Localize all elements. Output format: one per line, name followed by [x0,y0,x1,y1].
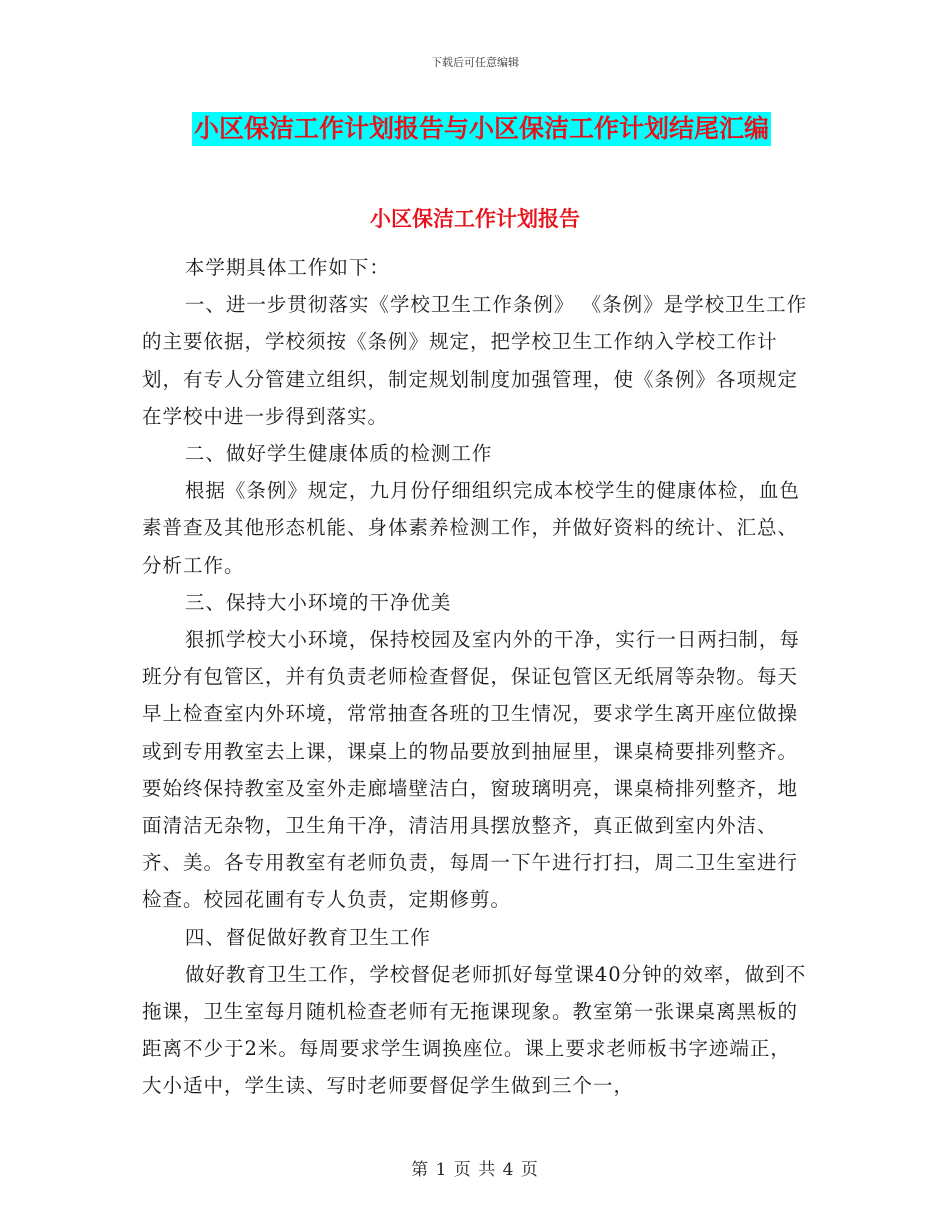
page-footer: 第 1 页 共 4 页 [411,1160,539,1180]
header-note: 下载后可任意编辑 [431,56,519,69]
paragraph-section-4: 做好教育卫生工作，学校督促老师抓好每堂课40分钟的效率，做到不拖课，卫生室每月随机检查老师有无拖课现象。教室第一张课桌离黑板的距离不少于2米。每周要求学生调换座位。课上要求老师板书字迹端正，大小适中，学生读、写时老师要督促学生做到三个一， [142,962,807,1098]
body-text [142,249,808,1105]
paragraph-intro: 本学期具体工作如下： [184,256,390,279]
document-title: 小区保洁工作计划报告与小区保洁工作计划结尾汇编 [192,112,771,146]
paragraph-section-3: 狠抓学校大小环境，保持校园及室内外的干净，实行一日两扫制，每班分有包管区，并有负责老师检查督促，保证包管区无纸屑等杂物。每天早上检查室内外环境，常常抽查各班的卫生情况，要求学生离开座位做操或到专用教室去上课，课桌上的物品要放到抽屉里，课桌椅要排列整齐。要始终保持教室及室外走廊墙壁洁白，窗玻璃明亮，课桌椅排列整齐，地面清洁无杂物，卫生角干净，清洁用具摆放整齐，真正做到室内外洁、齐、美。各专用教室有老师负责，每周一下午进行打扫，周二卫生室进行检查。校园花圃有专人负责，定期修剪。 [142,628,800,912]
paragraph-section-1: 一、进一步贯彻落实《学校卫生工作条例》 《条例》是学校卫生工作的主要依据，学校须按《条例》规定，把学校卫生工作纳入学校工作计划，有专人分管建立组织，制定规划制度加强管理，使《条例》各项规定在学校中进一步得到落实。 [142,293,808,428]
paragraph-section-2: 根据《条例》规定，九月份仔细组织完成本校学生的健康体检，血色素普查及其他形态机能、身体素养检测工作，并做好资料的统计、汇总、分析工作。 [142,479,800,577]
paragraph-heading-4: 四、督促做好教育卫生工作 [184,925,431,949]
section-title: 小区保洁工作计划报告 [370,207,580,231]
paragraph-heading-2: 二、做好学生健康体质的检测工作 [184,442,493,466]
paragraph-heading-3: 三、保持大小环境的干净优美 [184,590,452,614]
